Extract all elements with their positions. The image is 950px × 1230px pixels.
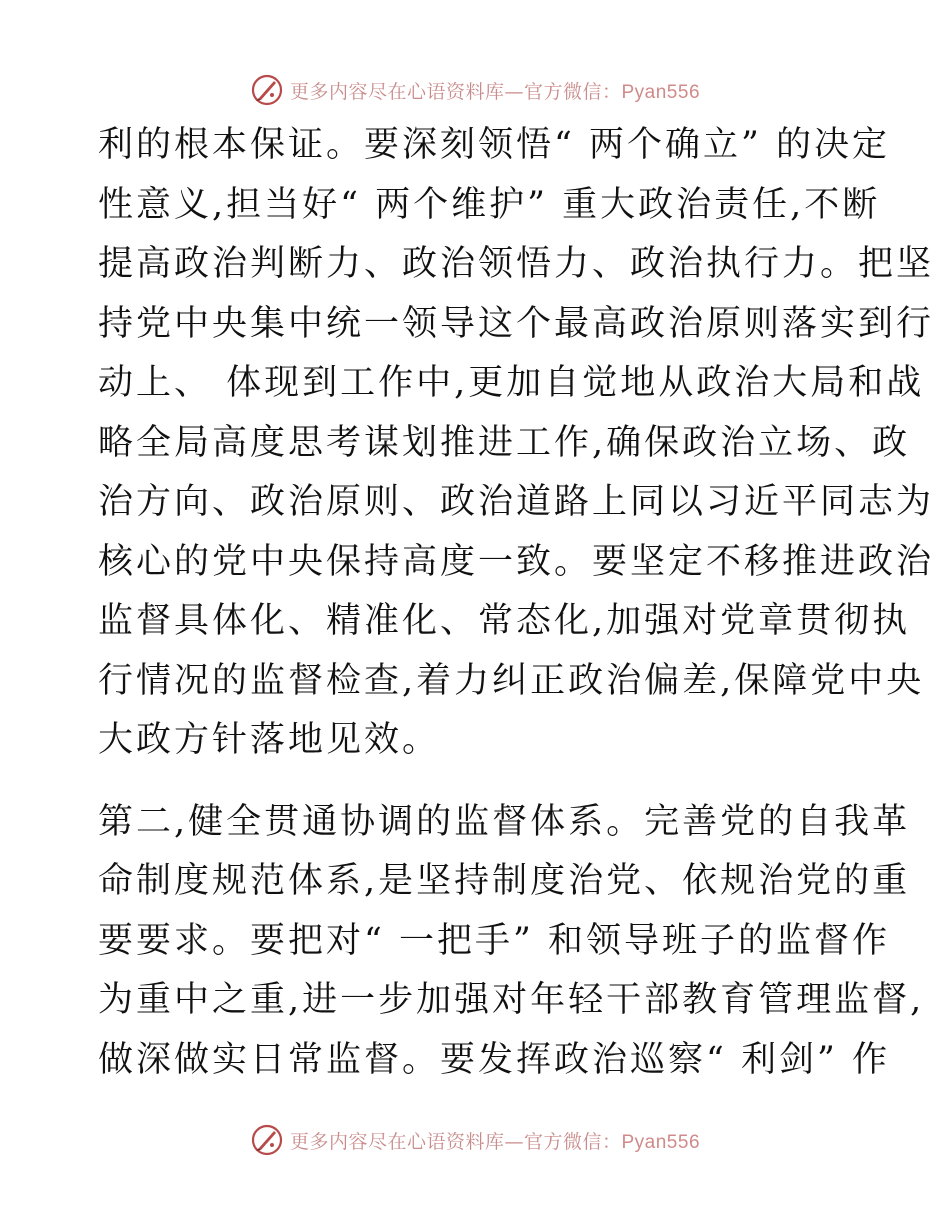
paragraph-2 <box>98 793 925 1091</box>
text-line: 利的根本保证。要深刻领悟“ 两个确立” 的决定 <box>98 125 891 165</box>
watermark-separator: — <box>504 1130 524 1153</box>
text-line: 监督具体化、精准化、常态化,加强对党章贯彻执 <box>98 601 911 641</box>
watermark-separator: — <box>504 80 524 103</box>
text-line: 略全局高度思考谋划推进工作,确保政治立场、政 <box>98 422 911 463</box>
quill-pen-logo-icon <box>250 1123 284 1157</box>
watermark-contact-label: 官方微信： <box>523 1130 622 1153</box>
watermark-text <box>290 1127 700 1154</box>
text-line: 为重中之重,进一步加强对年轻干部教育管理监督, <box>98 980 925 1020</box>
text-line: 做深做实日常监督。要发挥政治巡察“ 利剑” 作 <box>98 1039 891 1080</box>
text-line: 命制度规范体系,是坚持制度治党、依规治党的重 <box>98 861 911 901</box>
watermark-wechat-id: Pyan556 <box>621 1131 701 1153</box>
text-line: 核心的党中央保持高度一致。要坚定不移推进政治 <box>98 541 935 582</box>
footer-watermark <box>0 1120 950 1160</box>
watermark-site-text: 更多内容尽在心语资料库 <box>289 1130 505 1153</box>
watermark-wechat-id: Pyan556 <box>621 81 701 103</box>
text-line: 性意义,担当好“ 两个维护” 重大政治责任,不断 <box>98 184 881 225</box>
quill-pen-logo-icon <box>250 73 284 107</box>
watermark-text <box>290 77 700 104</box>
watermark-contact-label: 官方微信： <box>523 80 622 103</box>
watermark-group <box>250 73 700 107</box>
text-line: 治方向、政治原则、政治道路上同以习近平同志为 <box>98 482 935 522</box>
text-line: 要要求。要把对“ 一把手” 和领导班子的监督作 <box>98 920 891 961</box>
text-line: 持党中央集中统一领导这个最高政治原则落实到行 <box>98 303 935 344</box>
document-body <box>98 116 935 1090</box>
header-watermark <box>0 70 950 110</box>
watermark-group <box>250 1123 700 1157</box>
text-line: 行情况的监督检查,着力纠正政治偏差,保障党中央 <box>98 660 925 701</box>
text-line: 提高政治判断力、政治领悟力、政治执行力。把坚 <box>98 244 935 284</box>
text-line: 大政方针落地见效。 <box>98 720 441 760</box>
paragraph-1 <box>98 116 935 771</box>
watermark-site-text: 更多内容尽在心语资料库 <box>289 80 505 103</box>
text-line: 动上、 体现到工作中,更加自觉地从政治大局和战 <box>98 363 925 403</box>
text-line: 第二,健全贯通协调的监督体系。完善党的自我革 <box>98 801 911 842</box>
